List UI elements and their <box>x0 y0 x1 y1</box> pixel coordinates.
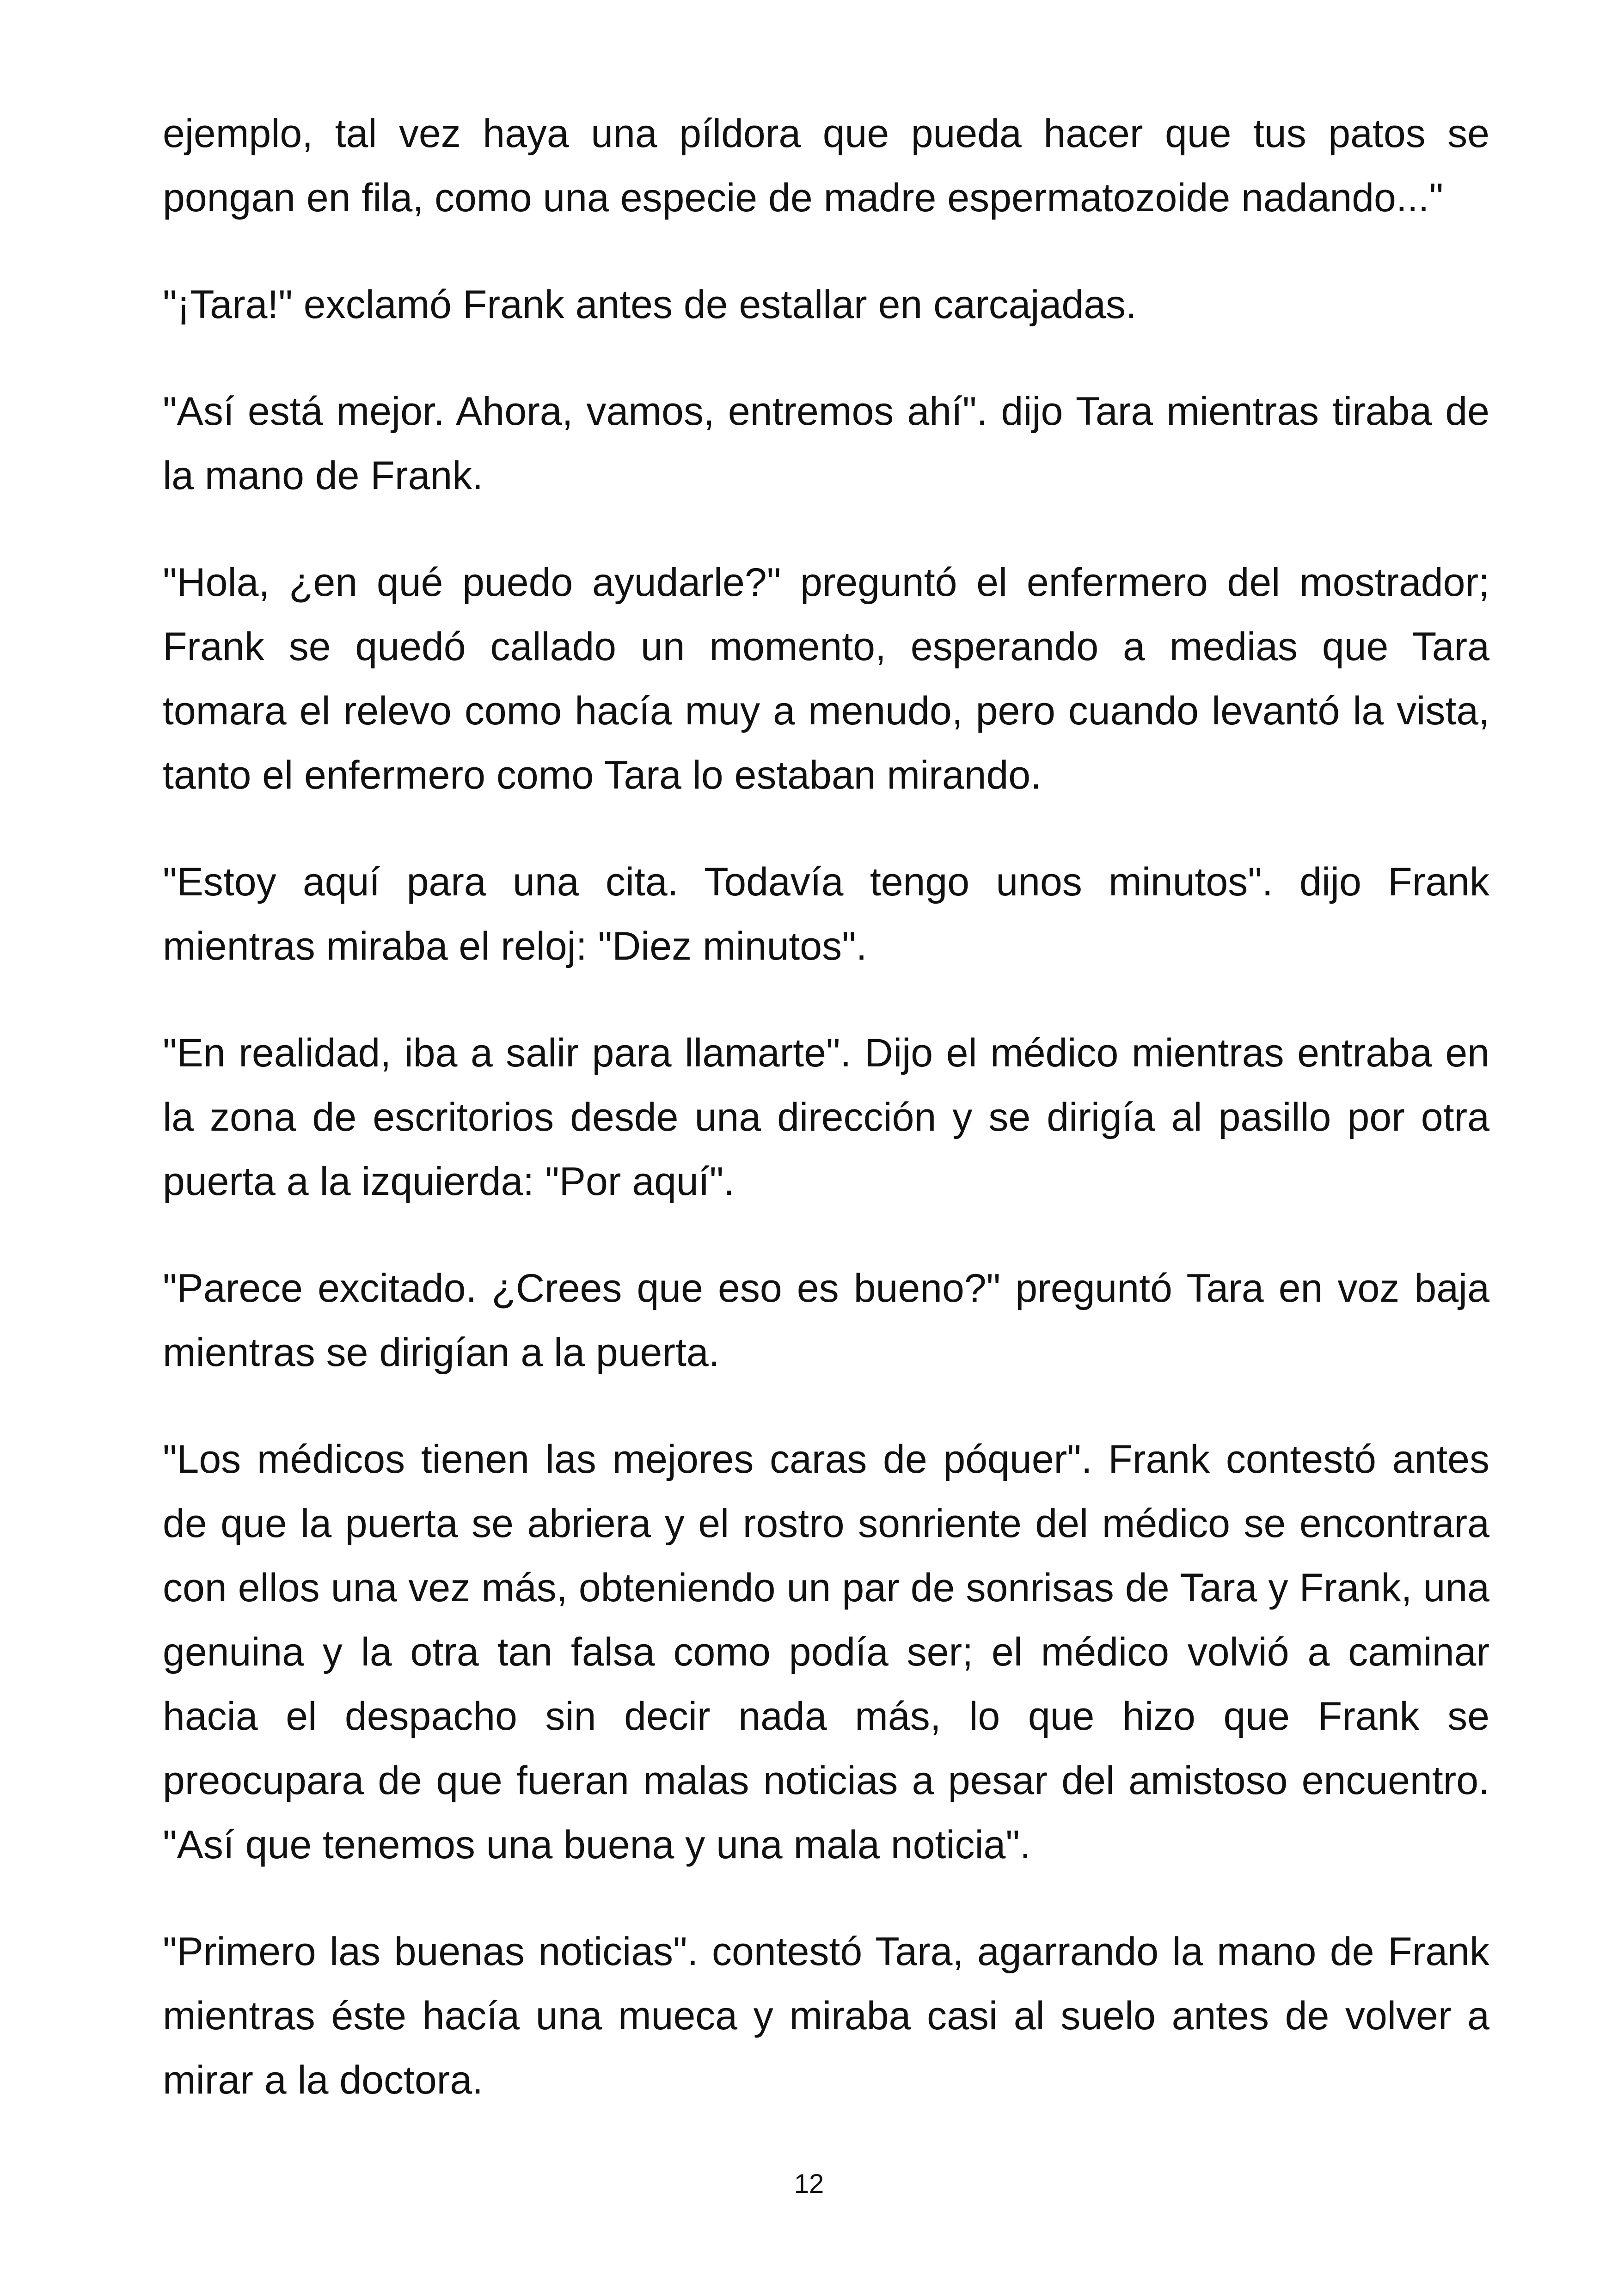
paragraph: "¡Tara!" exclamó Frank antes de estallar en carcajadas. <box>163 282 1137 327</box>
paragraph: ejemplo, tal vez haya una píldora que pueda hacer que tus patos se pongan en fila, como una especie de madre espermatozoide nadando..." <box>163 111 1489 220</box>
paragraph: "Estoy aquí para una cita. Todavía tengo unos minutos". dijo Frank mientras miraba el reloj: "Diez minutos". <box>163 860 1489 968</box>
body-text <box>163 102 1489 2155</box>
paragraph: "Hola, ¿en qué puedo ayudarle?" preguntó el enfermero del mostrador; Frank se quedó callado un momento, esperando a medias que Tara tomara el relevo como hacía muy a menudo, pero cuando levantó la vista, tanto el enfermero como Tara lo estaban mirando. <box>163 560 1489 797</box>
paragraph: "Primero las buenas noticias". contestó Tara, agarrando la mano de Frank mientras éste hacía una mueca y miraba casi al suelo antes de volver a mirar a la doctora. <box>163 1929 1489 2102</box>
paragraph: "Parece excitado. ¿Crees que eso es bueno?" preguntó Tara en voz baja mientras se dirigían a la puerta. <box>163 1266 1489 1375</box>
page-number: 12 <box>794 2169 824 2199</box>
paragraph: "En realidad, iba a salir para llamarte". Dijo el médico mientras entraba en la zona de escritorios desde una dirección y se dirigía al pasillo por otra puerta a la izquierda: "Por aquí". <box>163 1031 1489 1204</box>
paragraph: "Así está mejor. Ahora, vamos, entremos ahí". dijo Tara mientras tiraba de la mano de Frank. <box>163 389 1489 498</box>
paragraph: "Los médicos tienen las mejores caras de póquer". Frank contestó antes de que la puerta se abriera y el rostro sonriente del médico se encontrara con ellos una vez más, obteniendo un par de sonrisas de Tara y Frank, una genuina y la otra tan falsa como podía ser; el médico volvió a caminar hacia el despacho sin decir nada más, lo que hizo que Frank se preocupara de que fueran malas noticias a pesar del amistoso encuentro. "Así que tenemos una buena y una mala noticia". <box>163 1437 1489 1867</box>
